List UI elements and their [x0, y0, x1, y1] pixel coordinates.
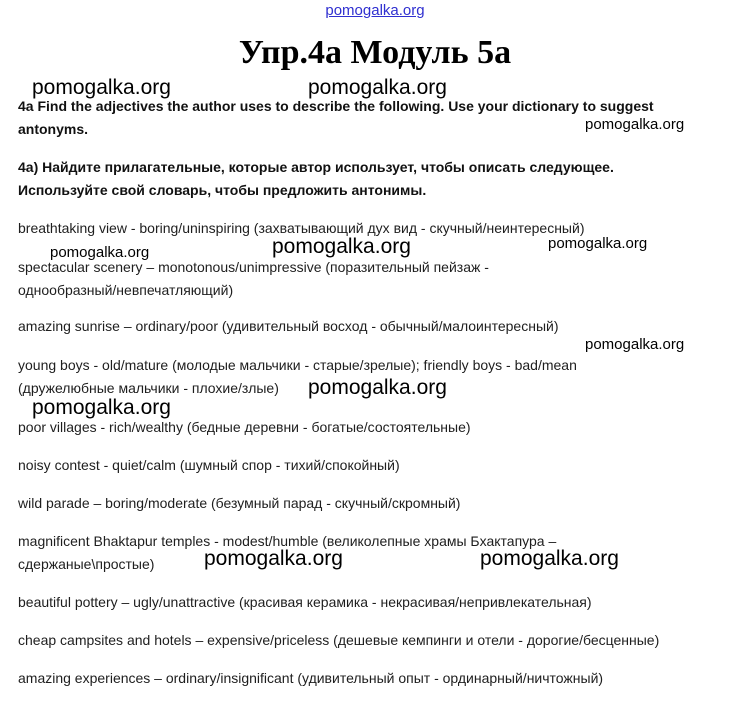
page-title: Упр.4a Модуль 5a: [238, 34, 512, 71]
answer-line: сдержаные\простые): [18, 556, 155, 572]
watermark: pomogalka.org: [272, 235, 411, 258]
watermark: pomogalka.org: [50, 244, 150, 261]
answer-line: breathtaking view - boring/uninspiring (захватывающий дух вид - скучный/неинтересный): [18, 220, 585, 236]
answer-line: (дружелюбные мальчики - плохие/злые): [18, 380, 279, 396]
answer-line: amazing experiences – ordinary/insignificant (удивительный опыт - ординарный/ничтожный): [18, 670, 604, 686]
watermark: pomogalka.org: [32, 396, 171, 419]
answer-line: cheap campsites and hotels – expensive/priceless (дешевые кемпинги и отели - дорогие/бесценные): [18, 632, 660, 648]
instruction-en-line-1: 4a Find the adjectives the author uses to describe the following. Use your dictionary to suggest: [18, 98, 654, 114]
watermark: pomogalka.org: [585, 116, 685, 133]
watermark: pomogalka.org: [308, 76, 447, 99]
watermark: pomogalka.org: [548, 235, 648, 252]
watermark: pomogalka.org: [204, 547, 343, 570]
answer-line: spectacular scenery – monotonous/unimpressive (поразительный пейзаж -: [18, 259, 489, 275]
answer-line: однообразный/невпечатляющий): [18, 282, 234, 298]
answer-line: young boys - old/mature (молодые мальчики - старые/зрелые); friendly boys - bad/mean: [18, 357, 577, 373]
answer-line: poor villages - rich/wealthy (бедные деревни - богатые/состоятельные): [18, 419, 471, 435]
answer-line: noisy contest - quiet/calm (шумный спор - тихий/спокойный): [18, 457, 400, 473]
instruction-ru-line-1: 4a) Найдите прилагательные, которые автор использует, чтобы описать следующее.: [18, 159, 614, 175]
answer-line: wild parade – boring/moderate (безумный парад - скучный/скромный): [18, 495, 461, 511]
site-link[interactable]: pomogalka.org: [325, 2, 425, 19]
watermark: pomogalka.org: [480, 547, 619, 570]
instruction-en-line-2: antonyms.: [18, 121, 89, 137]
watermark: pomogalka.org: [32, 76, 171, 99]
answer-line: magnificent Bhaktapur temples - modest/humble (великолепные храмы Бхактапура –: [18, 533, 557, 549]
answer-line: beautiful pottery – ugly/unattractive (красивая керамика - некрасивая/непривлекательная): [18, 594, 592, 610]
answer-line: amazing sunrise – ordinary/poor (удивительный восход - обычный/малоинтересный): [18, 318, 559, 334]
watermark: pomogalka.org: [585, 336, 685, 353]
instruction-ru-line-2: Используйте свой словарь, чтобы предложить антонимы.: [18, 182, 427, 198]
watermark: pomogalka.org: [308, 376, 447, 399]
